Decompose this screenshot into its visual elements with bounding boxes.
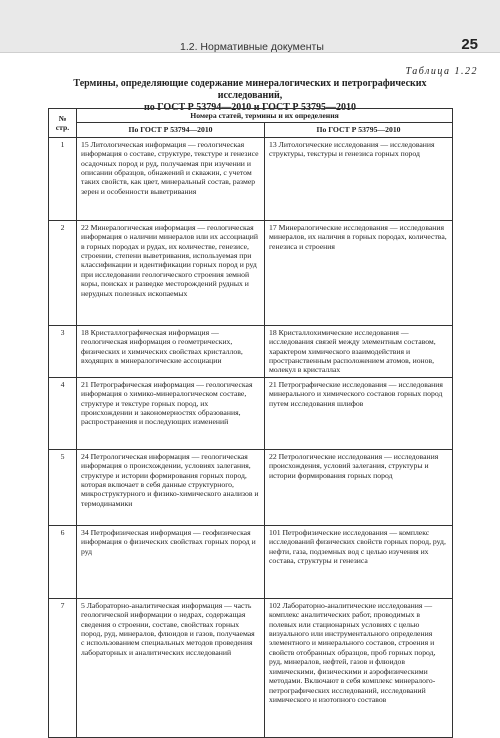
table-row: [49, 137, 453, 220]
term-gost-53795: 18 Кристаллохимические исследования — исследования связей между элементным составом, характером химического взаимодействия и пространственным расположением атомов, ионов, молекул в кристаллах: [265, 325, 453, 377]
term-gost-53795: 17 Минералогические исследования — исследования минералов, их наличия в горных породах, количества, генезиса и строения: [265, 220, 453, 325]
row-number: 1: [49, 137, 77, 220]
table-header-row: [49, 109, 453, 123]
term-gost-53795: 21 Петрографические исследования — исследования минерального и химического составов горных пород путем исследования шлифов: [265, 377, 453, 449]
column-header-num: № стр.: [49, 109, 77, 138]
term-gost-53794: 24 Петрологическая информация — геологическая информация о происхождении, условиях залегания, структуре и истории формирования горных пород, которая включает в себя данные структурного, микроструктурного и физико-химического анализов и термодинамики: [77, 449, 265, 525]
term-gost-53794: 15 Литологическая информация — геологическая информация о составе, структуре, текстуре и генезисе осадочных пород и руд, получаемая при изучении и описании образцов, обнажений и скважин, с учетом таких свойств, как цвет, минеральный состав, размер зерен и особенности выветривания: [77, 137, 265, 220]
row-number: 3: [49, 325, 77, 377]
table-row: [49, 598, 453, 737]
table-title-line-1: Термины, определяющие содержание минералогических и петрографических исследований,: [73, 78, 427, 101]
row-number: 7: [49, 598, 77, 737]
term-gost-53794: 22 Минералогическая информация — геологическая информация о наличии минералов или их ассоциаций в горных породах и рудах, их количестве, генезисе, строении, степени выветривания, используемая при классификации и идентификации горных пород и руд при исследовании геологического строения земной коры, поисках и разведке месторождений рудных и нерудных полезных ископаемых: [77, 220, 265, 325]
row-number: 6: [49, 525, 77, 598]
table-row: [49, 325, 453, 377]
term-gost-53794: 34 Петрофизическая информация — геофизическая информация о физических свойствах горных пород и руд: [77, 525, 265, 598]
term-gost-53795: 22 Петрологические исследования — исследования происхождения, условий залегания, структуры и истории формирования горных пород: [265, 449, 453, 525]
table-title-line-2: по ГОСТ Р 53794—2010 и ГОСТ Р 53795—2010: [143, 102, 357, 113]
table-row: [49, 220, 453, 325]
page-number: 25: [461, 36, 478, 53]
running-title: 1.2. Нормативные документы: [180, 41, 324, 53]
page-header: [0, 0, 500, 53]
terms-table: [48, 108, 453, 738]
row-number: 5: [49, 449, 77, 525]
table-label: Таблица 1.22: [405, 66, 478, 77]
column-header-gost-53794: По ГОСТ Р 53794—2010: [77, 123, 265, 137]
term-gost-53795: 101 Петрофизические исследования — комплекс исследований физических свойств горных пород, руд, нефти, газа, подземных вод с целью изучения их состава, структуры и генезиса: [265, 525, 453, 598]
term-gost-53794: 21 Петрографическая информация — геологическая информация о химико-минералогическом составе, структуре и текстуре горных пород, их происхождении и закономерностях образования, распространения и последующих изменений: [77, 377, 265, 449]
row-number: 2: [49, 220, 77, 325]
table-subheader-row: [49, 123, 453, 137]
table-row: [49, 525, 453, 598]
table-row: [49, 377, 453, 449]
term-gost-53795: 13 Литологические исследования — исследования структуры, текстуры и генезиса горных пород: [265, 137, 453, 220]
column-header-group: Номера статей, термины и их определения: [77, 109, 453, 123]
column-header-gost-53795: По ГОСТ Р 53795—2010: [265, 123, 453, 137]
term-gost-53794: 5 Лабораторно-аналитическая информация — часть геологической информации о недрах, содержащая сведения о строении, составе, свойствах горных пород, руд, минералов, флюидов и газов, получаемая с использованием специальных методов проведения лабораторных и аналитических исследований: [77, 598, 265, 737]
term-gost-53794: 18 Кристаллографическая информация — геологическая информация о геометрических, физических и химических свойствах кристаллов, входящих в минералогические ассоциации: [77, 325, 265, 377]
table-row: [49, 449, 453, 525]
row-number: 4: [49, 377, 77, 449]
term-gost-53795: 102 Лабораторно-аналитические исследования — комплекс аналитических работ, проводимых в полевых или стационарных условиях с целью визуального или инструментального определения элементного и минерального составов, строения и свойств отобранных образцов, проб горных пород, руд, минералов, нефтей, газов и флюидов химическими, физическими и аэрофизическими методами. Включают в себя комплекс минералого-петрографических исследований, исследований химического и изотопного составов: [265, 598, 453, 737]
